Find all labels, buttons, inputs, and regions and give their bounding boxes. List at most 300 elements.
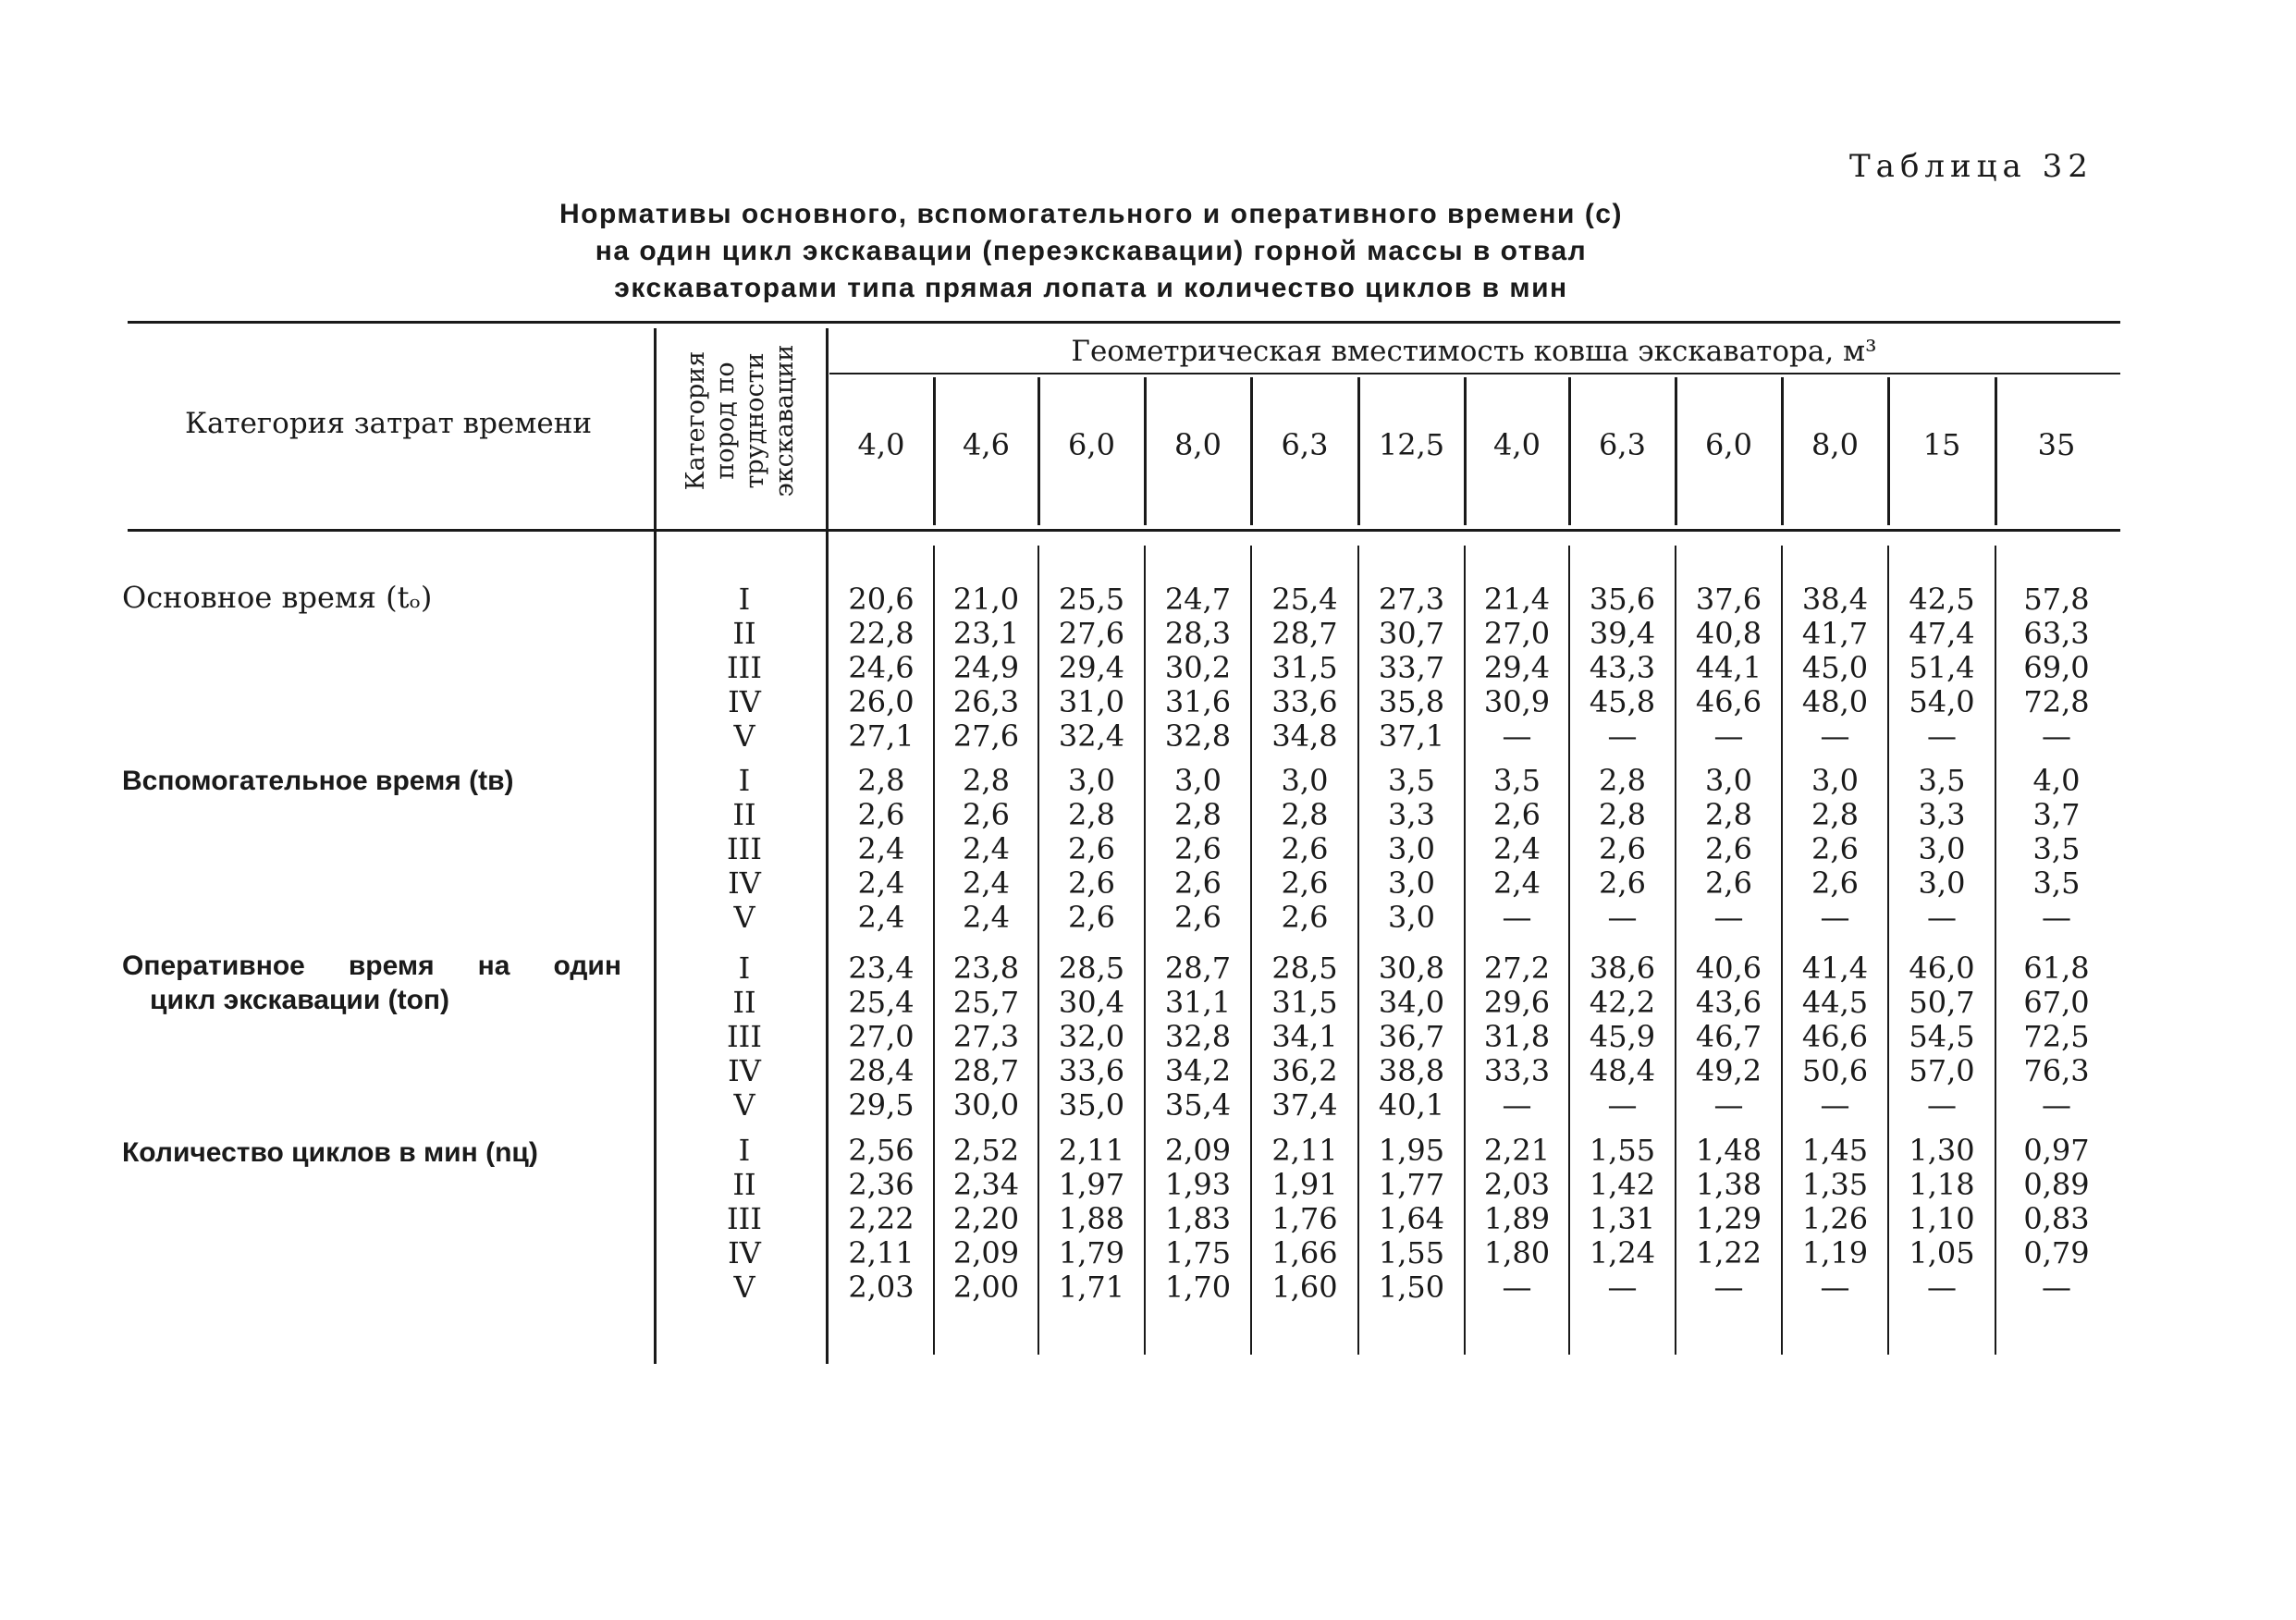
rock-category-value: III	[727, 831, 762, 866]
rock-category-value: IV	[728, 1053, 761, 1088]
table-cell: 30,8	[1378, 951, 1445, 986]
table-cell: 2,6	[1281, 900, 1329, 935]
table-cell: 3,5	[2032, 865, 2081, 901]
table-cell: 35,8	[1378, 684, 1445, 719]
table-cell: 1,76	[1271, 1201, 1338, 1236]
table-cell: 40,6	[1695, 951, 1762, 986]
table-cell: 1,95	[1378, 1133, 1445, 1168]
table-cell: 1,79	[1058, 1235, 1125, 1270]
capacity-value: 8,0	[1174, 427, 1222, 462]
table-cell: 1,75	[1164, 1235, 1232, 1270]
table-cell: 2,6	[857, 797, 905, 832]
table-cell: 1,55	[1378, 1235, 1445, 1270]
rock-category-header-line-1: Категория	[681, 350, 710, 490]
table-cell: 57,8	[2023, 582, 2090, 617]
capacity-value: 15	[1922, 427, 1961, 462]
table-cell: 1,97	[1058, 1167, 1125, 1202]
table-cell: 3,0	[1068, 763, 1115, 798]
time-category-label	[122, 581, 621, 615]
rock-category-value: III	[727, 1201, 762, 1236]
table-cell: —	[1502, 1087, 1532, 1123]
table-cell: 48,4	[1589, 1053, 1656, 1088]
table-cell: 2,11	[1058, 1133, 1125, 1168]
table-cell: 30,2	[1164, 650, 1232, 685]
table-cell: 2,6	[1705, 831, 1752, 866]
table-cell: 2,8	[963, 763, 1010, 798]
table-cell: 35,0	[1058, 1087, 1125, 1123]
table-cell: 1,10	[1909, 1201, 1975, 1236]
table-cell: 1,64	[1378, 1201, 1445, 1236]
table-cell: 45,0	[1801, 650, 1869, 685]
label-word: время	[348, 951, 435, 981]
table-cell: 1,30	[1909, 1133, 1975, 1168]
table-cell: 1,55	[1589, 1133, 1656, 1168]
table-cell: 30,7	[1378, 616, 1445, 651]
rock-category-header-line-2: пород по	[711, 361, 740, 480]
rock-category-value: V	[733, 1270, 755, 1305]
table-cell: 2,8	[1811, 797, 1859, 832]
table-cell: 2,11	[848, 1235, 915, 1270]
table-cell: 31,8	[1483, 1019, 1551, 1054]
table-cell: 20,6	[848, 582, 915, 617]
table-cell: 27,3	[952, 1019, 1020, 1054]
table-cell: 28,7	[952, 1053, 1020, 1088]
table-cell: 2,52	[952, 1133, 1020, 1168]
table-cell: 2,4	[1493, 831, 1541, 866]
rock-category-value: I	[738, 1133, 751, 1168]
table-cell: 1,70	[1164, 1270, 1232, 1305]
table-cell: 25,5	[1058, 582, 1125, 617]
table-cell: 33,7	[1378, 650, 1445, 685]
table-cell: 2,8	[1705, 797, 1752, 832]
table-cell: 2,6	[1705, 865, 1752, 901]
table-cell: 31,0	[1058, 684, 1125, 719]
rock-category-value: II	[732, 985, 756, 1020]
table-cell: 2,6	[1493, 797, 1541, 832]
table-cell: 3,0	[1281, 763, 1329, 798]
table-cell: —	[1927, 900, 1957, 935]
table-cell: 2,6	[1599, 831, 1646, 866]
table-cell: —	[1713, 1270, 1744, 1305]
table-cell: 2,11	[1271, 1133, 1338, 1168]
table-cell: 27,1	[848, 718, 915, 754]
table-cell: —	[2042, 718, 2071, 754]
table-cell: 24,6	[848, 650, 915, 685]
table-cell: 21,4	[1483, 582, 1551, 617]
table-cell: 1,80	[1483, 1235, 1551, 1270]
table-cell: 2,4	[857, 865, 905, 901]
table-cell: 40,8	[1695, 616, 1762, 651]
table-cell: —	[1607, 1270, 1638, 1305]
time-category-label-line: цикл экскавации (tоп)	[150, 985, 450, 1015]
table-cell: 29,4	[1483, 650, 1551, 685]
table-cell: 50,6	[1801, 1053, 1869, 1088]
capacity-value: 4,6	[963, 427, 1010, 462]
table-cell: —	[1713, 1087, 1744, 1123]
table-cell: 51,4	[1909, 650, 1975, 685]
table-cell: 3,7	[2032, 797, 2081, 832]
table-cell: 2,6	[1811, 865, 1859, 901]
table-cell: 3,0	[1388, 865, 1435, 901]
table-cell: 72,5	[2023, 1019, 2090, 1054]
table-cell: 27,0	[1483, 616, 1551, 651]
table-cell: 25,7	[952, 985, 1020, 1020]
time-category-label-line: Основное время (tₒ)	[122, 580, 433, 615]
table-cell: 3,3	[1918, 797, 1966, 832]
table-cell: 2,4	[963, 865, 1010, 901]
table-cell: 33,3	[1483, 1053, 1551, 1088]
table-cell: 47,4	[1909, 616, 1975, 651]
capacity-value: 6,3	[1599, 427, 1646, 462]
table-cell: 45,9	[1589, 1019, 1656, 1054]
table-cell: 42,5	[1909, 582, 1975, 617]
table-cell: 46,6	[1801, 1019, 1869, 1054]
table-cell: 0,79	[2023, 1235, 2090, 1270]
table-cell: 1,89	[1483, 1201, 1551, 1236]
time-category-label-line: Количество циклов в мин (nц)	[122, 1137, 538, 1168]
table-cell: 54,5	[1909, 1019, 1975, 1054]
table-cell: 46,0	[1909, 951, 1975, 986]
table-cell: 1,60	[1271, 1270, 1338, 1305]
table-cell: —	[1820, 1270, 1850, 1305]
table-cell: 35,4	[1164, 1087, 1232, 1123]
table-cell: 28,7	[1271, 616, 1338, 651]
table-cell: 38,8	[1378, 1053, 1445, 1088]
capacity-value: 4,0	[1493, 427, 1541, 462]
table-cell: 2,6	[963, 797, 1010, 832]
table-cell: 36,2	[1271, 1053, 1338, 1088]
table-cell: 1,77	[1378, 1167, 1445, 1202]
table-cell: 45,8	[1589, 684, 1656, 719]
time-category-label	[122, 949, 621, 1017]
table-cell: 2,4	[1493, 865, 1541, 901]
table-cell: 3,5	[1918, 763, 1966, 798]
table-cell: 44,5	[1801, 985, 1869, 1020]
table-cell: 38,4	[1801, 582, 1869, 617]
table-cell: 2,00	[952, 1270, 1020, 1305]
table-cell: 1,26	[1801, 1201, 1869, 1236]
table-cell: 46,7	[1695, 1019, 1762, 1054]
table-cell: 27,6	[1058, 616, 1125, 651]
table-cell: 2,6	[1174, 831, 1222, 866]
table-cell: 28,5	[1271, 951, 1338, 986]
table-cell: 1,31	[1589, 1201, 1656, 1236]
table-cell: 27,6	[952, 718, 1020, 754]
rock-category-left-divider	[654, 328, 657, 1364]
table-cell: 25,4	[1271, 582, 1338, 617]
table-cell: —	[1713, 718, 1744, 754]
rock-category-value: III	[727, 650, 762, 685]
table-cell: 3,0	[1388, 831, 1435, 866]
time-category-label	[122, 764, 621, 798]
table-cell: 3,0	[1918, 865, 1966, 901]
table-cell: 1,45	[1801, 1133, 1869, 1168]
table-cell: 33,6	[1058, 1053, 1125, 1088]
table-cell: 2,20	[952, 1201, 1020, 1236]
table-cell: —	[1502, 1270, 1532, 1305]
table-cell: 30,9	[1483, 684, 1551, 719]
table-cell: 76,3	[2023, 1053, 2090, 1088]
table-cell: 41,4	[1801, 951, 1869, 986]
table-cell: 32,4	[1058, 718, 1125, 754]
rock-category-value: IV	[728, 684, 761, 719]
table-cell: 40,1	[1378, 1087, 1445, 1123]
table-cell: 1,88	[1058, 1201, 1125, 1236]
time-category-label-line: Вспомогательное время (tв)	[122, 766, 514, 796]
table-cell: 1,38	[1695, 1167, 1762, 1202]
table-cell: 26,0	[848, 684, 915, 719]
table-cell: 2,6	[1281, 831, 1329, 866]
table-cell: 46,6	[1695, 684, 1762, 719]
table-cell: 2,21	[1483, 1133, 1551, 1168]
rock-category-value: II	[732, 797, 756, 832]
table-cell: 23,1	[952, 616, 1020, 651]
table-cell: 2,6	[1068, 900, 1115, 935]
table-cell: 3,3	[1388, 797, 1435, 832]
table-cell: 28,4	[848, 1053, 915, 1088]
table-cell: 2,4	[963, 831, 1010, 866]
table-cell: 1,66	[1271, 1235, 1338, 1270]
table-cell: 37,1	[1378, 718, 1445, 754]
table-cell: 1,29	[1695, 1201, 1762, 1236]
table-cell: 32,8	[1164, 718, 1232, 754]
rock-category-header	[657, 325, 824, 515]
capacity-value: 6,3	[1281, 427, 1329, 462]
table-cell: —	[1607, 900, 1638, 935]
table-cell: 24,9	[952, 650, 1020, 685]
table-cell: 37,4	[1271, 1087, 1338, 1123]
table-cell: 57,0	[1909, 1053, 1975, 1088]
rock-category-value: II	[732, 616, 756, 651]
table-cell: 0,97	[2023, 1133, 2090, 1168]
time-category-header: Категория затрат времени	[184, 407, 593, 440]
table-cell: 2,8	[1174, 797, 1222, 832]
table-cell: 0,83	[2023, 1201, 2090, 1236]
top-rule	[128, 321, 2120, 324]
table-cell: —	[1713, 900, 1744, 935]
table-cell: 69,0	[2023, 650, 2090, 685]
capacity-value: 4,0	[857, 427, 905, 462]
table-cell: 28,3	[1164, 616, 1232, 651]
table-cell: 42,2	[1589, 985, 1656, 1020]
rock-category-header-line-3: трудности	[741, 351, 769, 489]
table-cell: —	[1820, 718, 1850, 754]
title-line-3: экскаваторами типа прямая лопата и количество циклов в мин	[614, 273, 1568, 303]
table-cell: 31,5	[1271, 650, 1338, 685]
table-cell: 2,6	[1068, 865, 1115, 901]
table-cell: 23,4	[848, 951, 915, 986]
table-cell: 2,4	[857, 900, 905, 935]
table-cell: 32,0	[1058, 1019, 1125, 1054]
table-cell: 21,0	[952, 582, 1020, 617]
table-cell: 50,7	[1909, 985, 1975, 1020]
rock-category-value: V	[733, 718, 755, 754]
table-cell: 3,0	[1388, 900, 1435, 935]
table-cell: 31,6	[1164, 684, 1232, 719]
label-word: один	[553, 951, 621, 981]
table-cell: 2,6	[1174, 865, 1222, 901]
table-cell: 67,0	[2023, 985, 2090, 1020]
table-cell: 43,6	[1695, 985, 1762, 1020]
rock-category-value: IV	[728, 865, 761, 901]
table-cell: 2,8	[1068, 797, 1115, 832]
capacity-value: 35	[2037, 427, 2076, 462]
title-line-1: Нормативы основного, вспомогательного и оперативного времени (с)	[559, 199, 1623, 229]
table-cell: 1,18	[1909, 1167, 1975, 1202]
table-cell: 2,6	[1599, 865, 1646, 901]
table-cell: 22,8	[848, 616, 915, 651]
capacity-header-rule	[829, 373, 2120, 374]
rock-category-value: I	[738, 582, 751, 617]
rock-category-value: V	[733, 900, 755, 935]
table-cell: 26,3	[952, 684, 1020, 719]
table-cell: 34,8	[1271, 718, 1338, 754]
table-cell: 1,05	[1909, 1235, 1975, 1270]
table-cell: 2,6	[1174, 900, 1222, 935]
table-cell: 3,0	[1174, 763, 1222, 798]
table-cell: 2,34	[952, 1167, 1020, 1202]
table-cell: 24,7	[1164, 582, 1232, 617]
table-cell: —	[1607, 718, 1638, 754]
table-cell: 72,8	[2023, 684, 2090, 719]
table-cell: 34,0	[1378, 985, 1445, 1020]
table-cell: 35,6	[1589, 582, 1656, 617]
table-title	[481, 196, 1701, 307]
table-cell: 1,19	[1801, 1235, 1869, 1270]
table-cell: 63,3	[2023, 616, 2090, 651]
rock-category-value: IV	[728, 1235, 761, 1270]
table-cell: —	[2042, 900, 2071, 935]
table-cell: 2,4	[963, 900, 1010, 935]
bucket-capacity-header: Геометрическая вместимость ковша экскаватора, м³	[1071, 335, 1877, 368]
table-cell: 2,03	[848, 1270, 915, 1305]
table-cell: 29,5	[848, 1087, 915, 1123]
table-cell: 0,89	[2023, 1167, 2090, 1202]
table-cell: —	[1502, 900, 1532, 935]
table-cell: 1,48	[1695, 1133, 1762, 1168]
table-cell: 2,03	[1483, 1167, 1551, 1202]
table-cell: 61,8	[2023, 951, 2090, 986]
capacity-value: 12,5	[1378, 427, 1445, 462]
table-cell: 36,7	[1378, 1019, 1445, 1054]
time-category-label-line	[122, 949, 621, 983]
time-category-label	[122, 1135, 621, 1170]
table-cell: 4,0	[2032, 763, 2081, 798]
table-cell: 3,0	[1811, 763, 1859, 798]
table-cell: 41,7	[1801, 616, 1869, 651]
table-cell: 32,8	[1164, 1019, 1232, 1054]
table-cell: 28,5	[1058, 951, 1125, 986]
table-cell: 2,36	[848, 1167, 915, 1202]
table-cell: 25,4	[848, 985, 915, 1020]
capacity-value: 8,0	[1811, 427, 1859, 462]
table-cell: 34,2	[1164, 1053, 1232, 1088]
table-cell: —	[1927, 718, 1957, 754]
table-cell: —	[1820, 1087, 1850, 1123]
rock-category-value: I	[738, 763, 751, 798]
table-cell: 2,8	[857, 763, 905, 798]
table-cell: 3,5	[2032, 831, 2081, 866]
table-cell: 2,09	[1164, 1133, 1232, 1168]
rock-category-value: II	[732, 1167, 756, 1202]
table-cell: 2,8	[1599, 797, 1646, 832]
table-cell: 54,0	[1909, 684, 1975, 719]
table-cell: —	[1820, 900, 1850, 935]
capacity-value: 6,0	[1705, 427, 1752, 462]
header-bottom-rule	[128, 529, 2120, 532]
table-number: Таблица 32	[1849, 148, 2093, 185]
table-cell: 38,6	[1589, 951, 1656, 986]
table-cell: 29,6	[1483, 985, 1551, 1020]
table-cell: 2,8	[1281, 797, 1329, 832]
table-cell: —	[1927, 1270, 1957, 1305]
table-cell: 27,3	[1378, 582, 1445, 617]
table-cell: 49,2	[1695, 1053, 1762, 1088]
table-cell: 2,6	[1281, 865, 1329, 901]
table-cell: 3,0	[1918, 831, 1966, 866]
table-cell: 43,3	[1589, 650, 1656, 685]
table-cell: 1,71	[1058, 1270, 1125, 1305]
table-cell: —	[1927, 1087, 1957, 1123]
label-word: на	[477, 951, 510, 981]
table-cell: —	[2042, 1270, 2071, 1305]
table-cell: 1,22	[1695, 1235, 1762, 1270]
table-cell: 3,5	[1388, 763, 1435, 798]
label-word: Оперативное	[122, 951, 305, 981]
table-cell: 3,0	[1705, 763, 1752, 798]
rock-category-header-line-4: экскавации	[770, 344, 799, 497]
table-cell: 37,6	[1695, 582, 1762, 617]
table-cell: 48,0	[1801, 684, 1869, 719]
table-cell: 1,83	[1164, 1201, 1232, 1236]
table-cell: 2,4	[857, 831, 905, 866]
table-cell: 2,8	[1599, 763, 1646, 798]
table-cell: —	[2042, 1087, 2071, 1123]
table-cell: 31,1	[1164, 985, 1232, 1020]
table-cell: 23,8	[952, 951, 1020, 986]
table-cell: 1,91	[1271, 1167, 1338, 1202]
table-cell: 27,2	[1483, 951, 1551, 986]
table-cell: 2,6	[1811, 831, 1859, 866]
table-cell: 34,1	[1271, 1019, 1338, 1054]
table-cell: 27,0	[848, 1019, 915, 1054]
table-cell: 39,4	[1589, 616, 1656, 651]
table-cell: 1,35	[1801, 1167, 1869, 1202]
table-cell: 1,50	[1378, 1270, 1445, 1305]
table-cell: 29,4	[1058, 650, 1125, 685]
table-cell: 2,22	[848, 1201, 915, 1236]
table-cell: 28,7	[1164, 951, 1232, 986]
table-cell: 2,09	[952, 1235, 1020, 1270]
table-cell: 30,0	[952, 1087, 1020, 1123]
table-cell: 44,1	[1695, 650, 1762, 685]
table-cell: 30,4	[1058, 985, 1125, 1020]
table-cell: 2,6	[1068, 831, 1115, 866]
table-cell: 1,24	[1589, 1235, 1656, 1270]
rock-category-value: III	[727, 1019, 762, 1054]
table-cell: 33,6	[1271, 684, 1338, 719]
table-cell: 2,56	[848, 1133, 915, 1168]
table-cell: 1,93	[1164, 1167, 1232, 1202]
rock-category-value: I	[738, 951, 751, 986]
table-cell: 3,5	[1493, 763, 1541, 798]
table-cell: 1,42	[1589, 1167, 1656, 1202]
title-line-2: на один цикл экскавации (переэкскавации) горной массы в отвал	[595, 236, 1588, 266]
table-cell: —	[1502, 718, 1532, 754]
capacity-value: 6,0	[1068, 427, 1115, 462]
rock-category-value: V	[733, 1087, 755, 1123]
table-cell: —	[1607, 1087, 1638, 1123]
